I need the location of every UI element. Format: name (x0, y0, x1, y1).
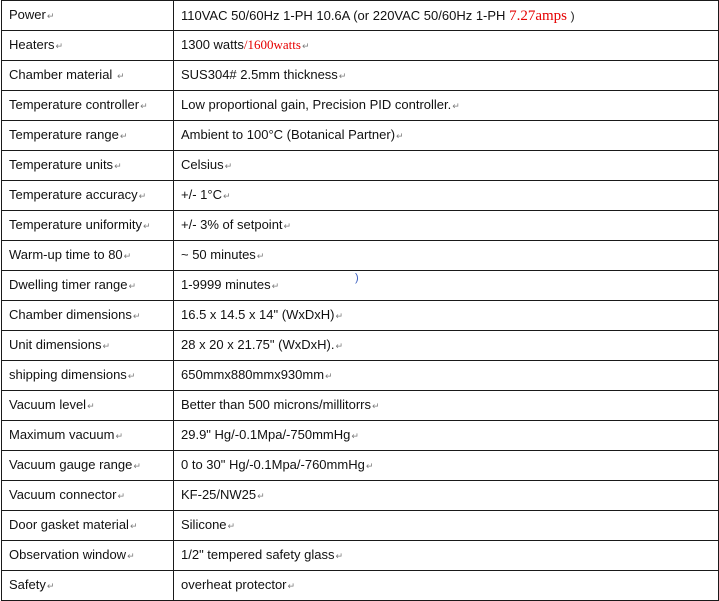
return-mark-icon: ↵ (46, 581, 55, 591)
spec-row (2, 241, 719, 271)
spec-value-cell (174, 1, 719, 31)
return-mark-icon: ↵ (87, 401, 95, 411)
return-mark-icon: ↵ (335, 551, 344, 561)
spec-row (2, 571, 719, 601)
return-mark-icon: ↵ (351, 431, 359, 441)
spec-row (2, 361, 719, 391)
spec-value: 28 x 20 x 21.75" (WxDxH). (181, 337, 335, 352)
return-mark-icon: ↵ (55, 41, 64, 51)
spec-label: Door gasket material (9, 517, 129, 532)
spec-label: Maximum vacuum (9, 427, 115, 442)
spec-value-cell (174, 121, 719, 151)
return-mark-icon: ↵ (129, 521, 138, 531)
return-mark-icon: ↵ (142, 221, 151, 231)
spec-label: Unit dimensions (9, 337, 102, 352)
return-mark-icon: ↵ (128, 281, 137, 291)
spec-row (2, 211, 719, 241)
spec-value: Ambient to 100°C (Botanical Partner) (181, 127, 396, 142)
spec-value: +/- 1°C (181, 187, 222, 202)
spec-value: overheat protector (181, 577, 287, 592)
spec-label: Dwelling timer range (9, 277, 128, 292)
spec-label-cell (2, 301, 174, 331)
return-mark-icon: ↵ (115, 431, 124, 441)
spec-value-cell (174, 151, 719, 181)
spec-value-cell (174, 61, 719, 91)
spec-label-cell (2, 421, 174, 451)
spec-label-cell (2, 61, 174, 91)
spec-row (2, 271, 719, 301)
spec-label: Temperature range (9, 127, 119, 142)
return-mark-icon: ↵ (301, 41, 310, 51)
return-mark-icon: ↵ (372, 401, 380, 411)
spec-value-cell (174, 391, 719, 421)
spec-row (2, 1, 719, 31)
spec-label-cell (2, 1, 174, 31)
spec-label: Temperature accuracy (9, 187, 138, 202)
spec-value-cell (174, 481, 719, 511)
spec-label-cell (2, 181, 174, 211)
spec-label-cell (2, 331, 174, 361)
spec-label-cell (2, 211, 174, 241)
spec-row (2, 91, 719, 121)
spec-label-cell (2, 361, 174, 391)
spec-value: 1300 watts (181, 37, 244, 52)
spec-value: 29.9" Hg/-0.1Mpa/-750mmHg (181, 427, 351, 442)
spec-label: Temperature uniformity (9, 217, 142, 232)
spec-label-cell (2, 151, 174, 181)
return-mark-icon: ↵ (325, 371, 333, 381)
spec-label: Vacuum gauge range (9, 457, 133, 472)
spec-value: Silicone (181, 517, 227, 532)
return-mark-icon: ↵ (257, 491, 265, 501)
return-mark-icon: ↵ (227, 521, 236, 531)
spec-label: Observation window (9, 547, 127, 562)
return-mark-icon: ↵ (140, 101, 148, 111)
spec-value: +/- 3% of setpoint (181, 217, 283, 232)
spec-label-cell (2, 451, 174, 481)
spec-label: Vacuum connector (9, 487, 117, 502)
spec-row (2, 541, 719, 571)
return-mark-icon: ↵ (138, 191, 147, 201)
spec-row (2, 511, 719, 541)
spec-label: Chamber dimensions (9, 307, 132, 322)
spec-row (2, 481, 719, 511)
return-mark-icon: ↵ (224, 161, 233, 171)
spec-value-highlight: /1600watts (243, 37, 301, 52)
return-mark-icon: ↵ (452, 101, 460, 111)
spec-value: Better than 500 microns/millitorrs (181, 397, 372, 412)
return-mark-icon: ↵ (287, 581, 296, 591)
spec-row (2, 31, 719, 61)
return-mark-icon: ↵ (46, 11, 55, 21)
spec-value-cell (174, 421, 719, 451)
spec-label-cell (2, 91, 174, 121)
spec-value-cell (174, 361, 719, 391)
stray-paren-mark: ) (355, 272, 359, 284)
spec-value-cell (174, 31, 719, 61)
spec-label: Warm-up time to 80 (9, 247, 123, 262)
spec-table (1, 0, 719, 601)
return-mark-icon: ↵ (271, 281, 280, 291)
return-mark-icon: ↵ (365, 461, 374, 471)
spec-value-cell (174, 181, 719, 211)
return-mark-icon: ↵ (119, 131, 128, 141)
spec-label: Temperature controller (9, 97, 140, 112)
spec-value-cell (174, 241, 719, 271)
spec-value-cell (174, 301, 719, 331)
spec-label: Power (9, 7, 46, 22)
spec-label-cell (2, 271, 174, 301)
return-mark-icon: ↵ (338, 71, 347, 81)
return-mark-icon: ↵ (127, 551, 135, 561)
spec-label-cell (2, 571, 174, 601)
spec-value: 0 to 30" Hg/-0.1Mpa/-760mmHg (181, 457, 365, 472)
spec-row (2, 391, 719, 421)
return-mark-icon: ↵ (123, 251, 132, 261)
spec-value: Low proportional gain, Precision PID controller. (181, 97, 452, 112)
spec-row (2, 181, 719, 211)
return-mark-icon: ↵ (133, 461, 141, 471)
spec-value-cell (174, 271, 719, 301)
spec-value: 16.5 x 14.5 x 14" (WxDxH) (181, 307, 335, 322)
return-mark-icon: ↵ (132, 311, 141, 321)
spec-label-cell (2, 121, 174, 151)
spec-label: Safety (9, 577, 46, 592)
spec-value-cell (174, 511, 719, 541)
return-mark-icon: ↵ (116, 71, 125, 81)
spec-label: Heaters (9, 37, 55, 52)
return-mark-icon: ↵ (283, 221, 292, 231)
spec-row (2, 331, 719, 361)
spec-row (2, 61, 719, 91)
spec-value: Celsius (181, 157, 224, 172)
return-mark-icon: ↵ (102, 341, 111, 351)
spec-label-cell (2, 241, 174, 271)
spec-value: SUS304# 2.5mm thickness (181, 67, 338, 82)
spec-value-cell (174, 451, 719, 481)
spec-label: shipping dimensions (9, 367, 127, 382)
return-mark-icon: ↵ (222, 191, 231, 201)
spec-table-body (2, 1, 719, 601)
spec-value-highlight: 7.27amps (509, 7, 567, 24)
spec-row (2, 451, 719, 481)
spec-value-cell (174, 571, 719, 601)
spec-value-tail: ) (570, 8, 575, 23)
spec-label: Vacuum level (9, 397, 87, 412)
spec-value-cell (174, 541, 719, 571)
spec-label-cell (2, 481, 174, 511)
spec-value-cell (174, 91, 719, 121)
spec-value: 650mmx880mmx930mm (181, 367, 325, 382)
spec-value: 110VAC 50/60Hz 1-PH 10.6A (or 220VAC 50/60Hz 1-PH (181, 7, 510, 23)
spec-label-cell (2, 391, 174, 421)
spec-row (2, 421, 719, 451)
return-mark-icon: ↵ (256, 251, 265, 261)
spec-value: ~ 50 minutes (181, 247, 256, 262)
spec-value-cell (174, 331, 719, 361)
spec-value-cell (174, 211, 719, 241)
spec-value: 1-9999 minutes (181, 277, 271, 292)
return-mark-icon: ↵ (335, 341, 343, 351)
return-mark-icon: ↵ (335, 311, 343, 321)
spec-label-cell (2, 511, 174, 541)
spec-row (2, 151, 719, 181)
spec-label: Chamber material (9, 67, 116, 82)
spec-value: KF-25/NW25 (181, 487, 257, 502)
return-mark-icon: ↵ (117, 491, 125, 501)
return-mark-icon: ↵ (396, 131, 404, 141)
return-mark-icon: ↵ (127, 371, 136, 381)
spec-label-cell (2, 541, 174, 571)
spec-value: 1/2" tempered safety glass (181, 547, 335, 562)
spec-row (2, 301, 719, 331)
spec-label: Temperature units (9, 157, 114, 172)
return-mark-icon: ↵ (114, 161, 122, 171)
spec-row (2, 121, 719, 151)
spec-label-cell (2, 31, 174, 61)
